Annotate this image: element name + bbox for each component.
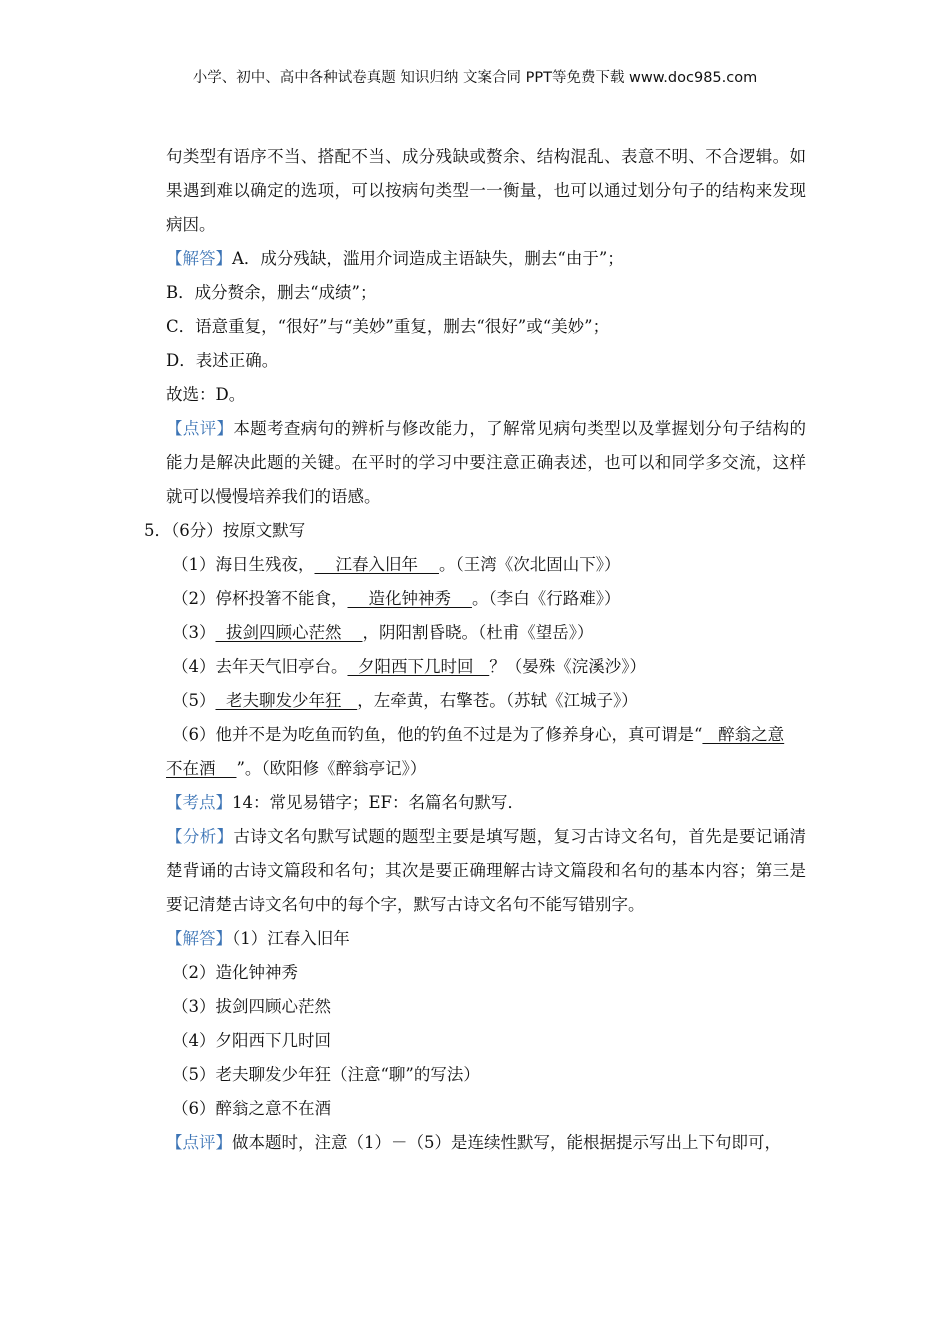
q4-answer-line: B．成分赘余，删去“成绩”； xyxy=(166,283,377,302)
q4-answer-line: C．语意重复，“很好”与“美妙”重复，删去“很好”或“美妙”； xyxy=(166,317,610,336)
item-suffix: 。（王湾《次北固山下》） xyxy=(438,555,621,574)
answer-tag: 【解答】 xyxy=(166,929,232,948)
fenxi-text: 古诗文名句默写试题的题型主要是填写题，复习古诗文名句，首先是要记诵清 xyxy=(233,827,807,846)
q4-comment-line xyxy=(166,412,806,446)
item-suffix: 。（李白《行路难》） xyxy=(471,589,621,608)
fenxi-tag: 【分析】 xyxy=(166,827,234,846)
q4-answer-line xyxy=(166,242,806,276)
page-header-banner: 小学、初中、高中各种试卷真题 知识归纳 文案合同 PPT等免费下载 www.doc985.com xyxy=(192,70,758,86)
fill-blank-answer: 不在酒 xyxy=(166,759,237,778)
q4-analysis-line: 病因。 xyxy=(166,215,216,234)
comment-tag: 【点评】 xyxy=(166,1133,232,1152)
fill-blank-answer: 醉翁之意 xyxy=(702,725,785,744)
q5-item-6 xyxy=(172,718,806,752)
q5-answer-line: （4）夕阳西下几时回 xyxy=(172,1031,331,1050)
comment-text: 本题考查病句的辨析与修改能力，了解常见病句类型以及掌握划分句子结构的 xyxy=(233,419,807,438)
item-prefix: （1）海日生残夜， xyxy=(172,555,315,574)
fill-blank-answer: 江春入旧年 xyxy=(314,555,439,574)
item-suffix: ，阴阳割昏晓。（杜甫《望岳》） xyxy=(362,623,594,642)
item-prefix: （6）他并不是为吃鱼而钓鱼，他的钓鱼不过是为了修养身心，真可谓是“ xyxy=(172,725,703,744)
q5-answer-line: （2）造化钟神秀 xyxy=(172,963,298,982)
q5-item xyxy=(172,684,806,718)
q5-item xyxy=(172,582,806,616)
fill-blank-answer: 拔剑四顾心茫然 xyxy=(215,623,363,642)
q5-fenxi-line xyxy=(166,820,806,854)
comment-tag: 【点评】 xyxy=(166,419,234,438)
q5-item xyxy=(172,650,806,684)
kaodian-text: 14：常见易错字；EF：名篇名句默写． xyxy=(232,793,524,812)
q5-answer-line: （5）老夫聊发少年狂（注意“聊”的写法） xyxy=(172,1065,480,1084)
answer-tag: 【解答】 xyxy=(166,249,232,268)
item-prefix: （4）去年天气旧亭台。 xyxy=(172,657,348,676)
q5-title: 5．（6分）按原文默写 xyxy=(144,521,306,540)
item-suffix: ？（晏殊《浣溪沙》） xyxy=(489,657,646,676)
q4-analysis-line: 果遇到难以确定的选项，可以按病句类型一一衡量，也可以通过划分句子的结构来发现 xyxy=(166,181,806,200)
answer-text: A．成分残缺，滥用介词造成主语缺失，删去“由于”； xyxy=(232,249,624,268)
item-prefix: （5） xyxy=(172,691,216,710)
comment-text: 做本题时，注意（1）－（5）是连续性默写，能根据提示写出上下句即可， xyxy=(232,1133,781,1152)
q5-answer-line: （3）拔剑四顾心茫然 xyxy=(172,997,331,1016)
q4-comment-line: 能力是解决此题的关键。在平时的学习中要注意正确表述，也可以和同学多交流，这样 xyxy=(166,453,806,472)
q4-answer-line: D．表述正确。 xyxy=(166,351,279,370)
q5-fenxi-line: 楚背诵的古诗文篇段和名句；其次是要正确理解古诗文篇段和名句的基本内容；第三是 xyxy=(166,861,806,880)
item-suffix: ”。（欧阳修《醉翁亭记》） xyxy=(236,759,427,778)
q5-item-6-cont xyxy=(166,752,806,786)
q4-comment-line: 就可以慢慢培养我们的语感。 xyxy=(166,487,381,506)
q5-answer-line xyxy=(166,922,806,956)
answer-text: （1）江春入旧年 xyxy=(232,929,350,948)
q4-analysis-line: 句类型有语序不当、搭配不当、成分残缺或赘余、结构混乱、表意不明、不合逻辑。如 xyxy=(166,147,806,166)
fill-blank-answer: 造化钟神秀 xyxy=(347,589,472,608)
q5-kaodian xyxy=(166,786,806,820)
item-prefix: （3） xyxy=(172,623,216,642)
fill-blank-answer: 夕阳西下几时回 xyxy=(347,657,490,676)
q5-fenxi-line: 要记清楚古诗文名句中的每个字，默写古诗文名句不能写错别字。 xyxy=(166,895,645,914)
document-body xyxy=(144,140,807,1160)
kaodian-tag: 【考点】 xyxy=(166,793,232,812)
q5-item xyxy=(172,548,806,582)
item-prefix: （2）停杯投箸不能食， xyxy=(172,589,348,608)
q5-item xyxy=(172,616,806,650)
item-suffix: ，左牵黄，右擎苍。（苏轼《江城子》） xyxy=(357,691,638,710)
fill-blank-answer: 老夫聊发少年狂 xyxy=(215,691,358,710)
q4-answer-line: 故选：D。 xyxy=(166,385,246,404)
q5-comment-line xyxy=(166,1126,806,1160)
q5-answer-line: （6）醉翁之意不在酒 xyxy=(172,1099,331,1118)
